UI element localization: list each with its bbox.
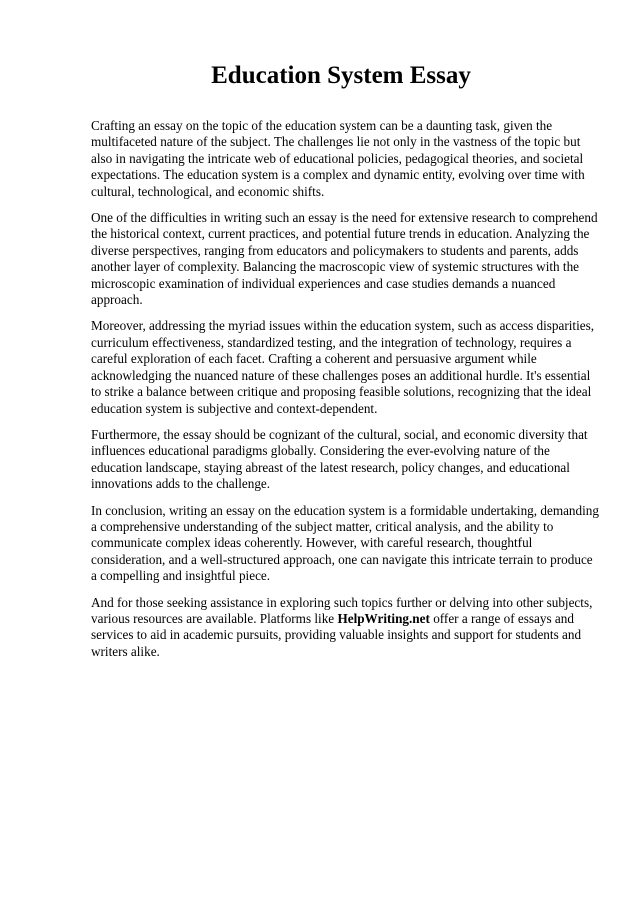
resources-text-after: offer a range of essays and services to aid in academic pursuits, providing valuable insights and support for students and writers alike. [91, 610, 582, 659]
resources-text-before: And for those seeking assistance in exploring such topics further or delving into other subjects, various resources are available. Platforms like [91, 594, 593, 626]
paragraph-resources [91, 595, 601, 661]
paragraph-issues: Moreover, addressing the myriad issues within the education system, such as access disparities, curriculum effectiveness, standardized testing, and the integration of technology, requires a careful exploration of each facet. Crafting a coherent and persuasive argument while acknowledging the nuanced nature of these challenges poses an additional hurdle. It's essential to strike a balance between critique and proposing feasible solutions, recognizing that the ideal education system is subjective and context-dependent. [91, 318, 595, 416]
paragraph-conclusion: In conclusion, writing an essay on the education system is a formidable undertaking, demanding a comprehensive understanding of the subject matter, critical analysis, and the ability to communicate complex ideas coherently. However, with careful research, thoughtful consideration, and a well-structured approach, one can navigate this intricate terrain to produce a compelling and insightful piece. [91, 502, 599, 584]
paragraph-difficulties: One of the difficulties in writing such an essay is the need for extensive research to comprehend the historical context, current practices, and potential future trends in education. Analyzing the diverse perspectives, ranging from educators and policymakers to students and parents, adds another layer of complexity. Balancing the macroscopic view of systemic structures with the microscopic examination of individual experiences and case studies demands a nuanced approach. [91, 210, 598, 308]
essay-body [91, 118, 601, 670]
essay-title: Education System Essay [211, 62, 471, 89]
paragraph-intro: Crafting an essay on the topic of the education system can be a daunting task, given the multifaceted nature of the subject. The challenges lie not only in the vastness of the topic but also in navigating the intricate web of educational policies, pedagogical theories, and societal expectations. The education system is a complex and dynamic entity, evolving over time with cultural, technological, and economic shifts. [91, 118, 585, 199]
paragraph-diversity: Furthermore, the essay should be cognizant of the cultural, social, and economic diversity that influences educational paradigms globally. Considering the ever-evolving nature of the education landscape, staying abreast of the latest research, policy changes, and educational innovations adds to the challenge. [91, 426, 588, 492]
brand-link[interactable]: HelpWriting.net [337, 610, 430, 626]
